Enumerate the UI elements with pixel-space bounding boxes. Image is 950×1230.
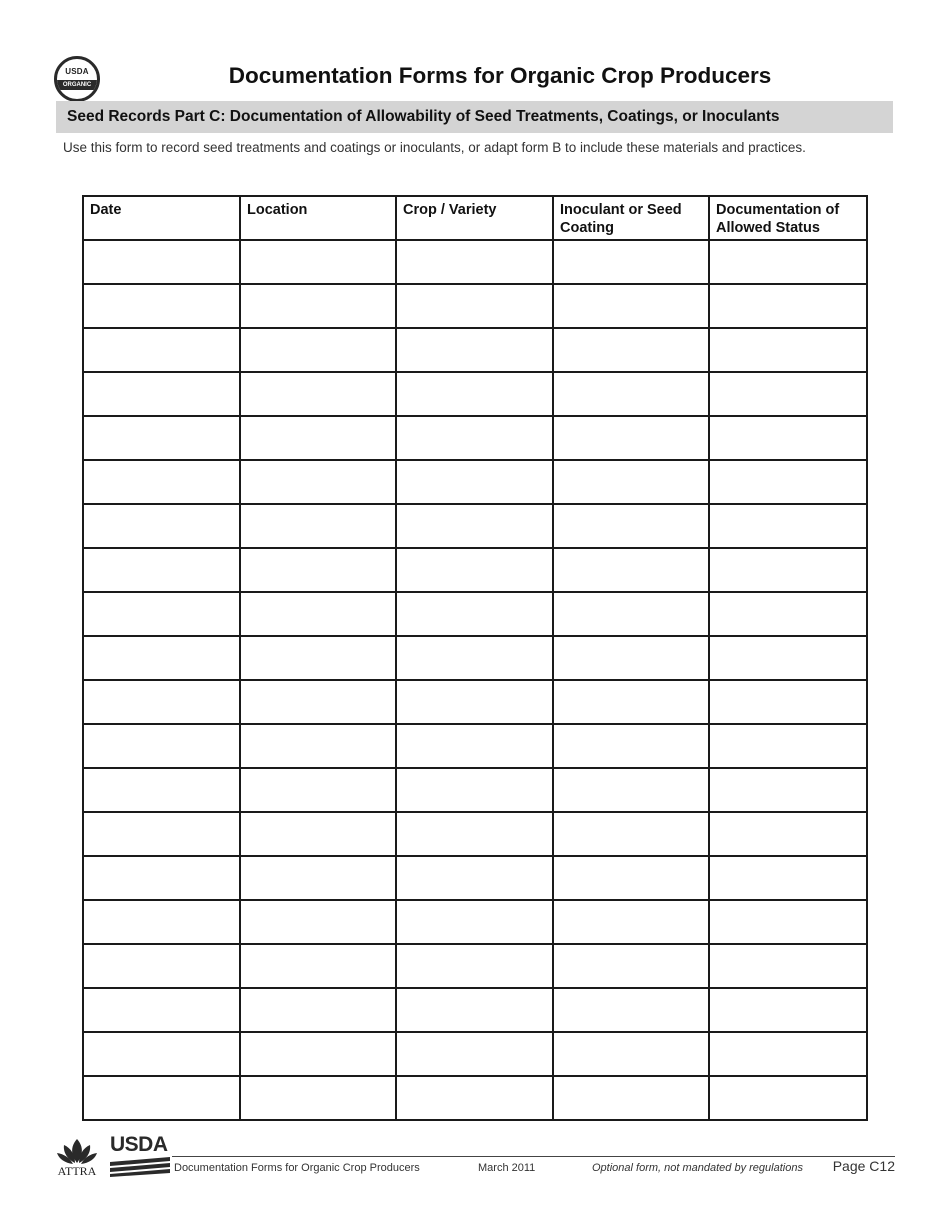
form-cell[interactable] xyxy=(83,680,240,724)
form-cell[interactable] xyxy=(396,416,553,460)
form-cell[interactable] xyxy=(709,768,867,812)
form-cell[interactable] xyxy=(709,504,867,548)
form-cell[interactable] xyxy=(83,900,240,944)
form-cell[interactable] xyxy=(396,284,553,328)
table-row xyxy=(83,460,867,504)
form-cell[interactable] xyxy=(396,240,553,284)
form-cell[interactable] xyxy=(240,724,396,768)
footer-document-title: Documentation Forms for Organic Crop Producers xyxy=(174,1162,420,1174)
form-cell[interactable] xyxy=(396,460,553,504)
form-cell[interactable] xyxy=(709,372,867,416)
form-cell[interactable] xyxy=(553,416,709,460)
form-cell[interactable] xyxy=(240,592,396,636)
form-cell[interactable] xyxy=(553,372,709,416)
form-cell[interactable] xyxy=(709,240,867,284)
form-cell[interactable] xyxy=(83,768,240,812)
form-cell[interactable] xyxy=(83,988,240,1032)
form-cell[interactable] xyxy=(396,768,553,812)
form-cell[interactable] xyxy=(83,416,240,460)
form-cell[interactable] xyxy=(709,328,867,372)
table-row xyxy=(83,988,867,1032)
column-header-inoculant: Inoculant or Seed Coating xyxy=(553,196,709,240)
seed-records-table xyxy=(82,195,868,1121)
form-cell[interactable] xyxy=(553,504,709,548)
form-cell[interactable] xyxy=(709,1076,867,1120)
seal-top-text: USDA xyxy=(65,67,89,76)
form-cell[interactable] xyxy=(83,328,240,372)
form-cell[interactable] xyxy=(83,944,240,988)
form-cell[interactable] xyxy=(396,372,553,416)
attra-logo-text: ATTRA xyxy=(57,1164,97,1178)
form-cell[interactable] xyxy=(396,592,553,636)
form-cell[interactable] xyxy=(709,548,867,592)
section-title: Seed Records Part C: Documentation of Allowability of Seed Treatments, Coatings, or Inoculants xyxy=(67,108,780,125)
form-cell[interactable] xyxy=(83,372,240,416)
form-cell[interactable] xyxy=(83,1032,240,1076)
form-cell[interactable] xyxy=(240,372,396,416)
form-cell[interactable] xyxy=(83,504,240,548)
column-header-documentation: Documentation of Allowed Status xyxy=(709,196,867,240)
form-cell[interactable] xyxy=(240,944,396,988)
form-cell[interactable] xyxy=(396,944,553,988)
form-cell[interactable] xyxy=(709,724,867,768)
form-cell[interactable] xyxy=(709,636,867,680)
form-cell[interactable] xyxy=(396,548,553,592)
form-cell[interactable] xyxy=(553,460,709,504)
footer-divider xyxy=(172,1156,895,1157)
form-cell[interactable] xyxy=(240,900,396,944)
form-cell[interactable] xyxy=(240,240,396,284)
table-row xyxy=(83,284,867,328)
form-cell[interactable] xyxy=(83,724,240,768)
form-cell[interactable] xyxy=(240,636,396,680)
form-cell[interactable] xyxy=(553,944,709,988)
form-cell[interactable] xyxy=(709,900,867,944)
form-cell[interactable] xyxy=(553,988,709,1032)
form-cell[interactable] xyxy=(396,1076,553,1120)
form-cell[interactable] xyxy=(240,988,396,1032)
leaf-icon xyxy=(52,1137,102,1165)
form-cell[interactable] xyxy=(240,1032,396,1076)
form-cell[interactable] xyxy=(553,1076,709,1120)
table-row xyxy=(83,548,867,592)
usda-field-icon xyxy=(110,1157,172,1177)
form-cell[interactable] xyxy=(83,460,240,504)
form-cell[interactable] xyxy=(240,768,396,812)
table-row xyxy=(83,636,867,680)
form-cell[interactable] xyxy=(240,284,396,328)
table-row xyxy=(83,1032,867,1076)
form-cell[interactable] xyxy=(396,900,553,944)
table-row xyxy=(83,372,867,416)
form-cell[interactable] xyxy=(553,856,709,900)
form-cell[interactable] xyxy=(83,856,240,900)
form-cell[interactable] xyxy=(83,1076,240,1120)
table-row xyxy=(83,1076,867,1120)
form-instructions: Use this form to record seed treatments and coatings or inoculants, or adapt form B to include these materials and practices. xyxy=(63,140,806,155)
table-row xyxy=(83,504,867,548)
form-cell[interactable] xyxy=(553,636,709,680)
form-cell[interactable] xyxy=(396,328,553,372)
footer-date: March 2011 xyxy=(478,1162,536,1174)
form-cell[interactable] xyxy=(83,592,240,636)
form-cell[interactable] xyxy=(553,900,709,944)
form-cell[interactable] xyxy=(553,768,709,812)
form-cell[interactable] xyxy=(553,812,709,856)
form-cell[interactable] xyxy=(83,636,240,680)
seal-band-text: ORGANIC xyxy=(57,80,97,90)
form-cell[interactable] xyxy=(240,1076,396,1120)
form-cell[interactable] xyxy=(709,460,867,504)
form-cell[interactable] xyxy=(553,724,709,768)
form-cell[interactable] xyxy=(83,812,240,856)
usda-logo-text: USDA xyxy=(110,1133,168,1156)
table-row xyxy=(83,240,867,284)
form-cell[interactable] xyxy=(709,1032,867,1076)
form-cell[interactable] xyxy=(240,548,396,592)
table-row xyxy=(83,856,867,900)
form-cell[interactable] xyxy=(709,592,867,636)
form-cell[interactable] xyxy=(709,680,867,724)
form-cell[interactable] xyxy=(709,988,867,1032)
form-cell[interactable] xyxy=(553,1032,709,1076)
table-row xyxy=(83,812,867,856)
table-row xyxy=(83,328,867,372)
table-body xyxy=(83,240,867,1120)
form-cell[interactable] xyxy=(553,240,709,284)
form-cell[interactable] xyxy=(240,416,396,460)
usda-organic-seal xyxy=(54,56,100,102)
form-cell[interactable] xyxy=(396,812,553,856)
form-cell[interactable] xyxy=(396,636,553,680)
form-cell[interactable] xyxy=(553,592,709,636)
footer-note: Optional form, not mandated by regulations xyxy=(592,1162,803,1174)
form-cell[interactable] xyxy=(553,284,709,328)
table-row xyxy=(83,768,867,812)
form-cell[interactable] xyxy=(396,1032,553,1076)
form-cell[interactable] xyxy=(83,548,240,592)
form-cell[interactable] xyxy=(240,680,396,724)
form-cell[interactable] xyxy=(709,856,867,900)
page-title: Documentation Forms for Organic Crop Producers xyxy=(228,63,772,88)
section-header-bar xyxy=(56,101,893,133)
table-row xyxy=(83,724,867,768)
form-cell[interactable] xyxy=(553,680,709,724)
form-cell[interactable] xyxy=(709,812,867,856)
form-cell[interactable] xyxy=(709,284,867,328)
form-cell[interactable] xyxy=(396,856,553,900)
column-header-location: Location xyxy=(240,196,396,240)
form-cell[interactable] xyxy=(396,680,553,724)
form-cell[interactable] xyxy=(553,328,709,372)
attra-logo xyxy=(52,1137,102,1181)
table-row xyxy=(83,416,867,460)
form-cell[interactable] xyxy=(553,548,709,592)
form-cell[interactable] xyxy=(396,724,553,768)
form-cell[interactable] xyxy=(709,944,867,988)
form-cell[interactable] xyxy=(396,988,553,1032)
page-number: Page C12 xyxy=(832,1158,895,1174)
form-cell[interactable] xyxy=(240,328,396,372)
form-cell[interactable] xyxy=(396,504,553,548)
table-header-row xyxy=(83,196,867,240)
table-row xyxy=(83,900,867,944)
usda-logo xyxy=(110,1133,172,1179)
form-cell[interactable] xyxy=(240,856,396,900)
form-cell[interactable] xyxy=(240,504,396,548)
table-row xyxy=(83,680,867,724)
form-cell[interactable] xyxy=(240,460,396,504)
column-header-date: Date xyxy=(83,196,240,240)
table-row xyxy=(83,944,867,988)
form-cell[interactable] xyxy=(240,812,396,856)
form-cell[interactable] xyxy=(83,240,240,284)
column-header-crop-variety: Crop / Variety xyxy=(396,196,553,240)
form-cell[interactable] xyxy=(83,284,240,328)
form-cell[interactable] xyxy=(709,416,867,460)
table-row xyxy=(83,592,867,636)
